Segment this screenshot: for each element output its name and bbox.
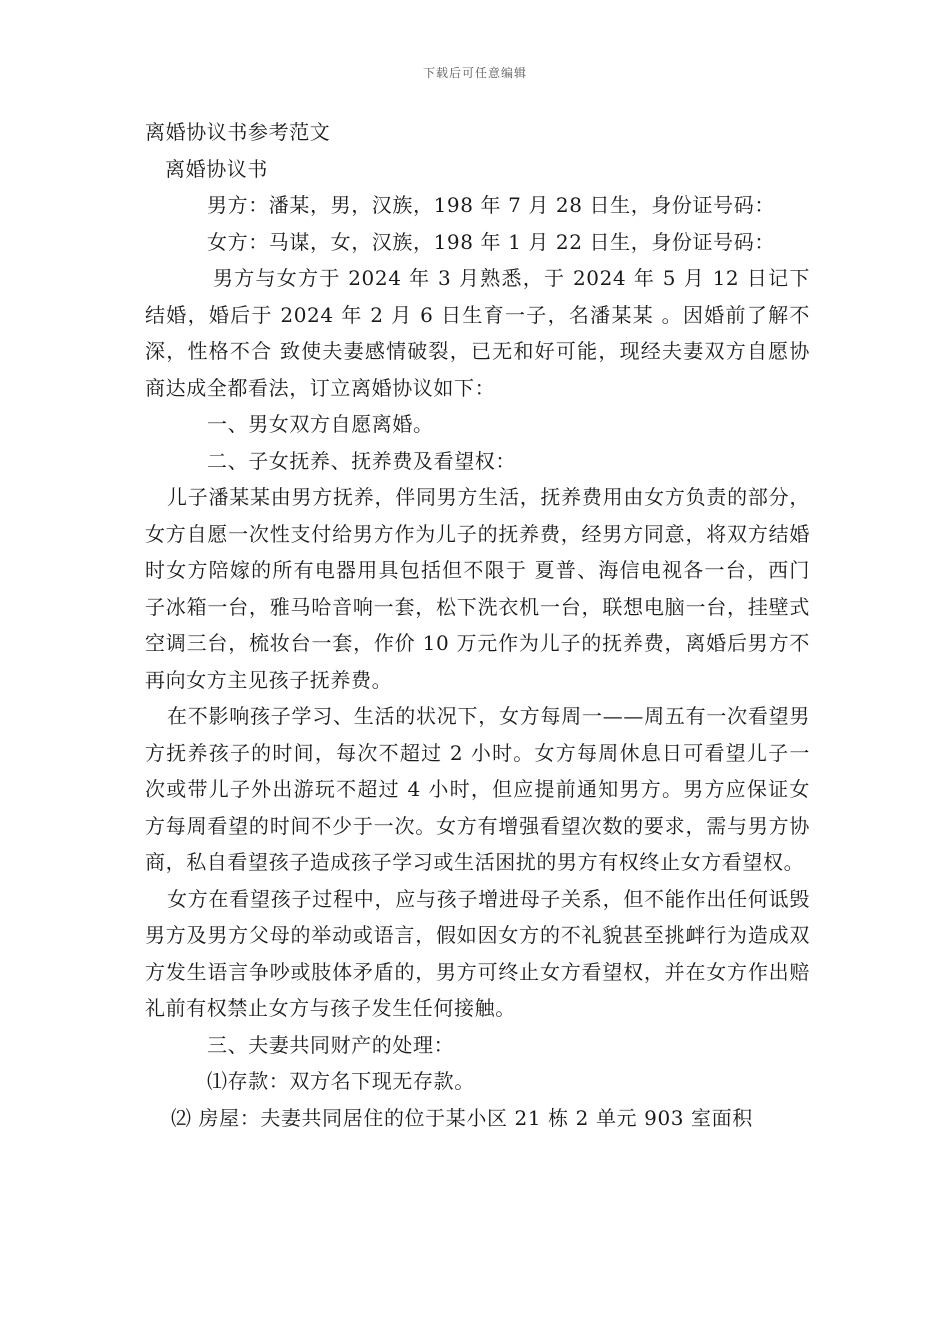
section-1-heading: 一、男女双方自愿离婚。: [207, 412, 434, 436]
item-house: ⑵ 房屋：夫妻共同居住的位于某小区 21 栋 2 单元 903 室面积: [171, 1105, 753, 1130]
female-party-line: 女方：马谋，女，汉族，198 年 1 月 22 日生，身份证号码：: [207, 229, 775, 254]
document-body: [145, 114, 810, 1136]
section-2-heading: 二、子女抚养、抚养费及看望权：: [207, 448, 516, 473]
section-3-heading: 三、夫妻共同财产的处理：: [207, 1032, 455, 1057]
document-title: 离婚协议书参考范文: [145, 120, 331, 144]
custody-paragraph: 儿子潘某某由男方抚养，伴同男方生活，抚养费用由女方负责的部分，女方自愿一次性支付给男方作为儿子的抚养费，经男方同意，将双方结婚时女方陪嫁的所有电器用具包括但不限于 夏普、海信电视各一台，西门子冰箱一台，雅马哈音响一套，松下洗衣机一台，联想电脑一台，挂壁式空调三台，梳妆台一套，作价 10 万元作为儿子的抚养费，离婚后男方不再向女方主见孩子抚养费。: [145, 485, 810, 692]
item-deposits: ⑴存款：双方名下现无存款。: [207, 1069, 475, 1093]
conduct-paragraph: 女方在看望孩子过程中，应与孩子增进母子关系，但不能作出任何诋毁男方及男方父母的举动或语言，假如因女方的不礼貌甚至挑衅行为造成双方发生语言争吵或肢体矛盾的，男方可终止女方看望权，并在女方作出赔礼前有权禁止女方与孩子发生任何接触。: [145, 886, 810, 1020]
document-subtitle: 离婚协议书: [165, 156, 268, 181]
intro-paragraph: 男方与女方于 2024 年 3 月熟悉，于 2024 年 5 月 12 日记下结婚，婚后于 2024 年 2 月 6 日生育一子，名潘某某 。因婚前了解不深，性格不合 致使夫妻感情破裂，已无和好可能，现经夫妻双方自愿协商达成全都看法，订立离婚协议如下：: [145, 266, 810, 400]
header-note: 下载后可任意编辑: [422, 66, 527, 80]
visitation-paragraph: 在不影响孩子学习、生活的状况下，女方每周一——周五有一次看望男方抚养孩子的时间，每次不超过 2 小时。女方每周休息日可看望儿子一次或带儿子外出游玩不超过 4 小时，但应提前通知男方。男方应保证女方每周看望的时间不少于一次。女方有增强看望次数的要求，需与男方协商，私自看望孩子造成孩子学习或生活困扰的男方有权终止女方看望权。: [145, 704, 810, 874]
male-party-line: 男方：潘某，男，汉族，198 年 7 月 28 日生，身份证号码：: [207, 193, 775, 217]
